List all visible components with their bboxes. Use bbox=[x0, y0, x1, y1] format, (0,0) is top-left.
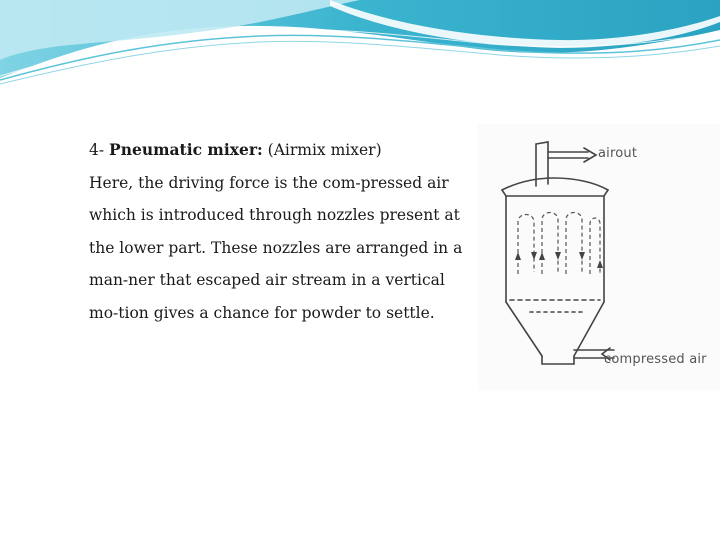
slide-text bbox=[89, 134, 479, 329]
heading-title: Pneumatic mixer: bbox=[109, 140, 263, 159]
body-line-3: the lower part. These nozzles are arranged in a bbox=[89, 238, 463, 257]
heading-subtitle: (Airmix mixer) bbox=[267, 141, 382, 159]
heading-number: 4- bbox=[89, 141, 105, 159]
body-line-5: mo-tion gives a chance for powder to settle. bbox=[89, 303, 435, 322]
pneumatic-mixer-figure bbox=[478, 124, 720, 390]
header-wave-decoration bbox=[0, 0, 720, 90]
body-line-4: man-ner that escaped air stream in a vertical bbox=[89, 271, 445, 289]
body-line-1: Here, the driving force is the com-pressed air bbox=[89, 173, 449, 192]
body-line-2: which is introduced through nozzles present at bbox=[89, 206, 460, 224]
slide-heading bbox=[89, 134, 479, 167]
label-air-out: airout bbox=[598, 146, 638, 161]
mixer-diagram bbox=[478, 124, 720, 390]
label-compressed-air: compressed air bbox=[604, 352, 707, 367]
